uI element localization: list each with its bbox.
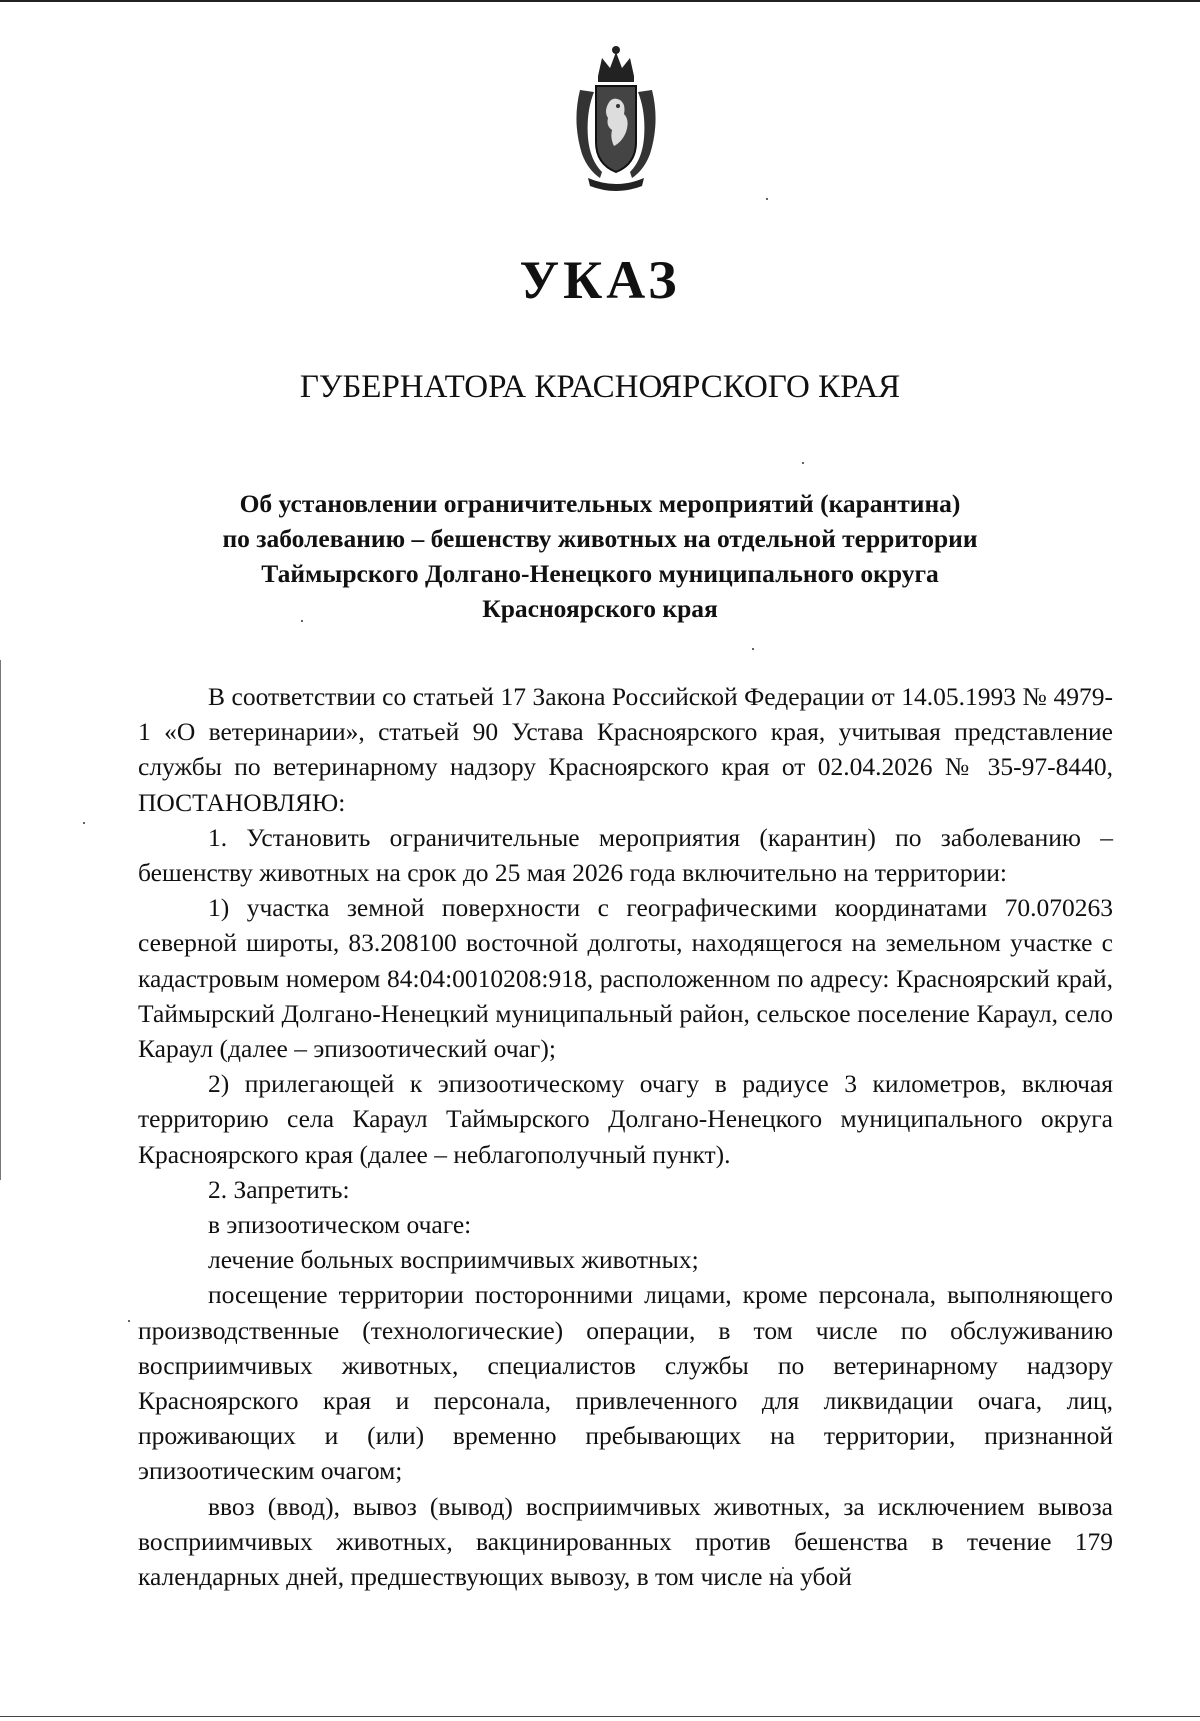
scan-speck — [128, 1320, 130, 1322]
body-paragraph-item-1: 1. Установить ограничительные мероприятия (карантин) по заболеванию – бешенству животных на срок до 25 мая 2026 года включительно на территории: — [138, 822, 1113, 888]
heading-line: Таймырского Долгано-Ненецкого муниципального округа — [261, 559, 939, 588]
scan-speck — [83, 822, 85, 824]
heading-line: Об установлении ограничительных мероприятий (карантина) — [239, 489, 961, 518]
document-issuer: ГУБЕРНАТОРА КРАСНОЯРСКОГО КРАЯ — [299, 369, 901, 405]
document-heading — [140, 486, 1060, 626]
body-paragraph-item-2: 2. Запретить: — [208, 1174, 350, 1204]
heading-line: Красноярского края — [482, 594, 718, 623]
scan-bottom-edge — [0, 1716, 1200, 1717]
scan-left-edge — [0, 660, 1, 1180]
heading-line: по заболеванию – бешенству животных на отдельной территории — [222, 524, 978, 553]
document-title: УКАЗ — [519, 250, 681, 310]
body-paragraph-subitem-1: 1) участка земной поверхности с географическими координатами 70.070263 северной широты, 83.208100 восточной долготы, находящегося на земельном участке с кадастровым номером 84:04:0010208:918, расположенном по адресу: Красноярский край, Таймырский Долгано-Ненецкий муниципальный район, сельское поселение Караул, село Караул (далее – эпизоотический очаг); — [138, 893, 1113, 1064]
scan-speck — [802, 462, 804, 464]
scan-top-edge — [0, 0, 1200, 2]
body-paragraph-prohibition-1: лечение больных восприимчивых животных; — [208, 1245, 699, 1275]
body-paragraph-preamble: В соответствии со статьей 17 Закона Российской Федерации от 14.05.1993 № 4979-1 «О ветеринарии», статьей 90 Устава Красноярского края, учитывая представление службы по ветеринарному надзору Красноярского края от 02.04.2026 № 35-97-8440, ПОСТАНОВЛЯЮ: — [138, 682, 1113, 817]
coat-of-arms-icon — [568, 42, 664, 192]
body-paragraph-prohibition-2: посещение территории посторонними лицами, кроме персонала, выполняющего производственные (технологические) операции, в том числе по обслуживанию восприимчивых животных, специалистов службы по ветеринарному надзору Красноярского края и персонала, привлеченного для ликвидации очага, лиц, проживающих и (или) временно пребывающих на территории, признанной эпизоотическим очагом; — [138, 1280, 1113, 1486]
body-paragraph-prohibition-3: ввоз (ввод), вывоз (вывод) восприимчивых животных, за исключением вывоза восприимчивых животных, вакцинированных против бешенства в течение 179 календарных дней, предшествующих вывозу, в том числе на убой — [138, 1491, 1113, 1592]
body-paragraph-location: в эпизоотическом очаге: — [208, 1210, 472, 1240]
body-paragraph-subitem-2: 2) прилегающей к эпизоотическому очагу в радиусе 3 километров, включая территорию села Караул Таймырского Долгано-Ненецкого муниципального округа Красноярского края (далее – неблагополучный пункт). — [138, 1069, 1113, 1169]
scan-speck — [766, 198, 768, 200]
scan-speck — [752, 648, 754, 650]
document-body — [138, 679, 1113, 1594]
